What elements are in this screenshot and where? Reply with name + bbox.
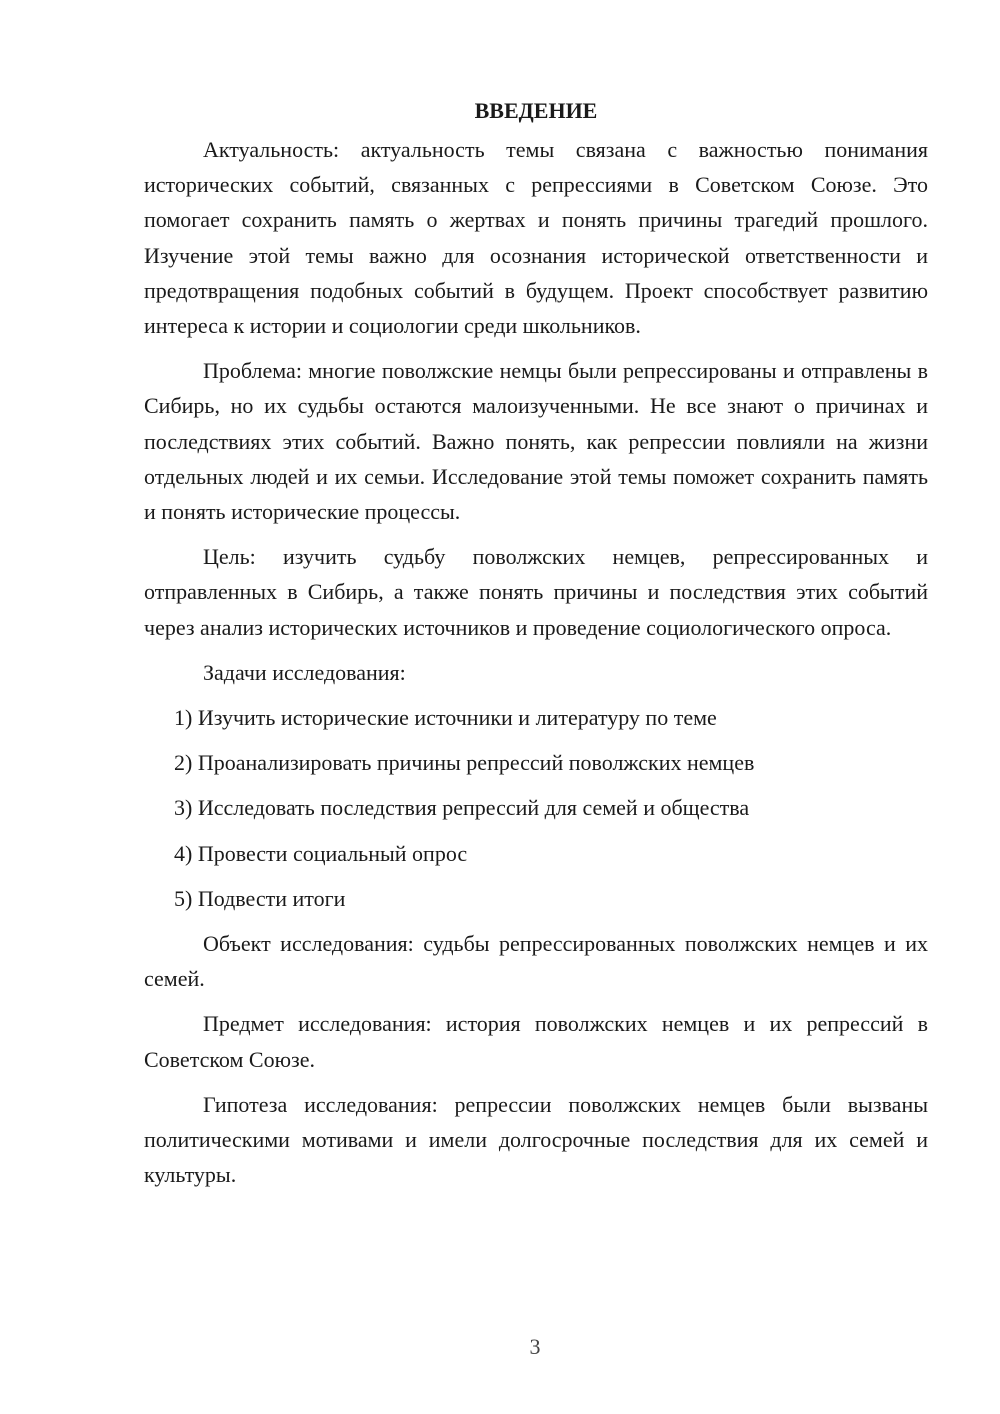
task-item: 5) Подвести итоги [174, 885, 346, 911]
document-page [144, 96, 928, 1202]
page-number: 3 [529, 1334, 541, 1359]
object-paragraph: Объект исследования: судьбы репрессированных поволжских немцев и их семей. [144, 931, 928, 992]
tasks-list [144, 700, 928, 916]
goal-paragraph: Цель: изучить судьбу поволжских немцев, репрессированных и отправленных в Сибирь, а также понять причины и последствия этих событий через анализ исторических источников и проведение социологического опроса. [144, 544, 928, 640]
subject-paragraph: Предмет исследования: история поволжских немцев и их репрессий в Советском Союзе. [144, 1011, 928, 1072]
tasks-heading: Задачи исследования: [203, 659, 406, 685]
hypothesis-paragraph: Гипотеза исследования: репрессии поволжских немцев были вызваны политическими мотивами и имели долгосрочные последствия для их семей и культуры. [144, 1091, 928, 1188]
task-item: 3) Исследовать последствия репрессий для семей и общества [174, 795, 750, 821]
task-item: 4) Провести социальный опрос [174, 840, 468, 866]
page-title: ВВЕДЕНИЕ [474, 98, 598, 123]
relevance-paragraph: Актуальность: актуальность темы связана с важностью понимания исторических событий, связанных с репрессиями в Советском Союзе. Это помогает сохранить память о жертвах и понять причины трагедий прошлого. Изучение этой темы важно для осознания исторической ответственности и предотвращения подобных событий в будущем. Проект способствует развитию интереса к истории и социологии среди школьников. [144, 137, 928, 339]
task-item: 2) Проанализировать причины репрессий поволжских немцев [174, 750, 755, 776]
task-item: 1) Изучить исторические источники и литературу по теме [174, 705, 717, 731]
problem-paragraph: Проблема: многие поволжские немцы были репрессированы и отправлены в Сибирь, но их судьбы остаются малоизученными. Не все знают о причинах и последствиях этих событий. Важно понять, как репрессии повлияли на жизни отдельных людей и их семьи. Исследование этой темы поможет сохранить память и понять исторические процессы. [144, 358, 928, 525]
